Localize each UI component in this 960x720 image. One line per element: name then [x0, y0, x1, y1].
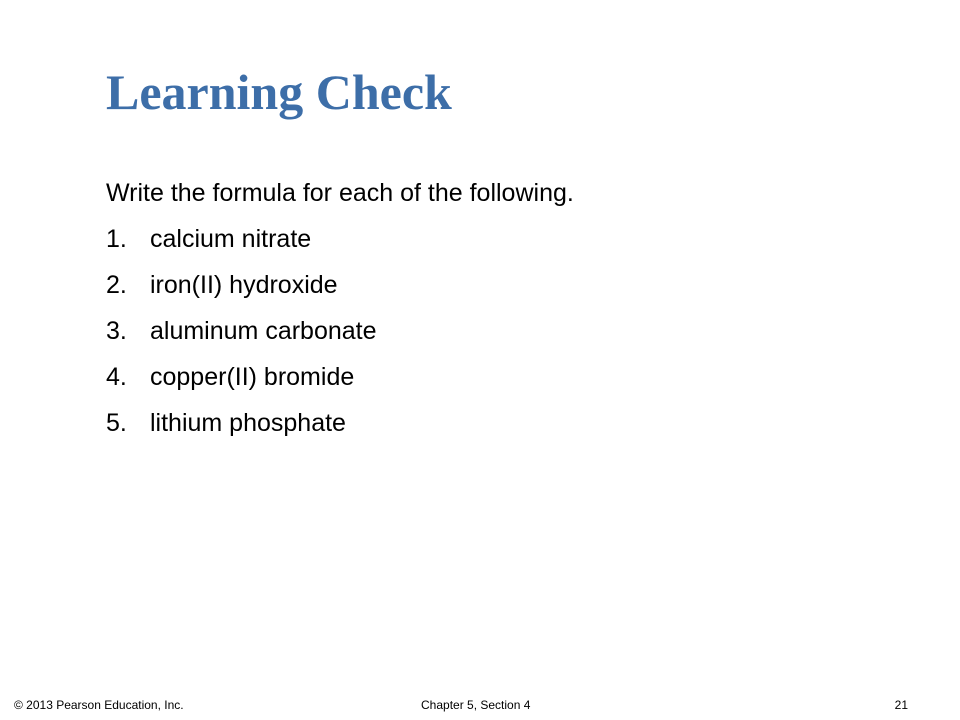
list-item — [106, 354, 574, 400]
item-number: 3. — [106, 317, 127, 345]
item-number: 1. — [106, 225, 127, 253]
item-number: 2. — [106, 271, 127, 299]
footer-chapter: Chapter 5, Section 4 — [421, 698, 531, 712]
item-number: 4. — [106, 363, 127, 391]
item-text: iron(II) hydroxide — [150, 271, 338, 299]
slide-title: Learning Check — [106, 64, 452, 120]
item-text: lithium phosphate — [150, 409, 346, 437]
item-text: calcium nitrate — [150, 225, 312, 253]
footer-page-number: 21 — [894, 698, 908, 712]
list-item — [106, 216, 574, 262]
footer-copyright: © 2013 Pearson Education, Inc. — [14, 698, 184, 712]
slide-body — [106, 170, 574, 446]
item-text: aluminum carbonate — [150, 317, 377, 345]
question-list — [106, 216, 574, 446]
list-item — [106, 308, 574, 354]
instruction-text: Write the formula for each of the following. — [106, 179, 574, 207]
item-number: 5. — [106, 409, 127, 437]
item-text: copper(II) bromide — [150, 363, 355, 391]
list-item — [106, 262, 574, 308]
list-item — [106, 400, 574, 446]
